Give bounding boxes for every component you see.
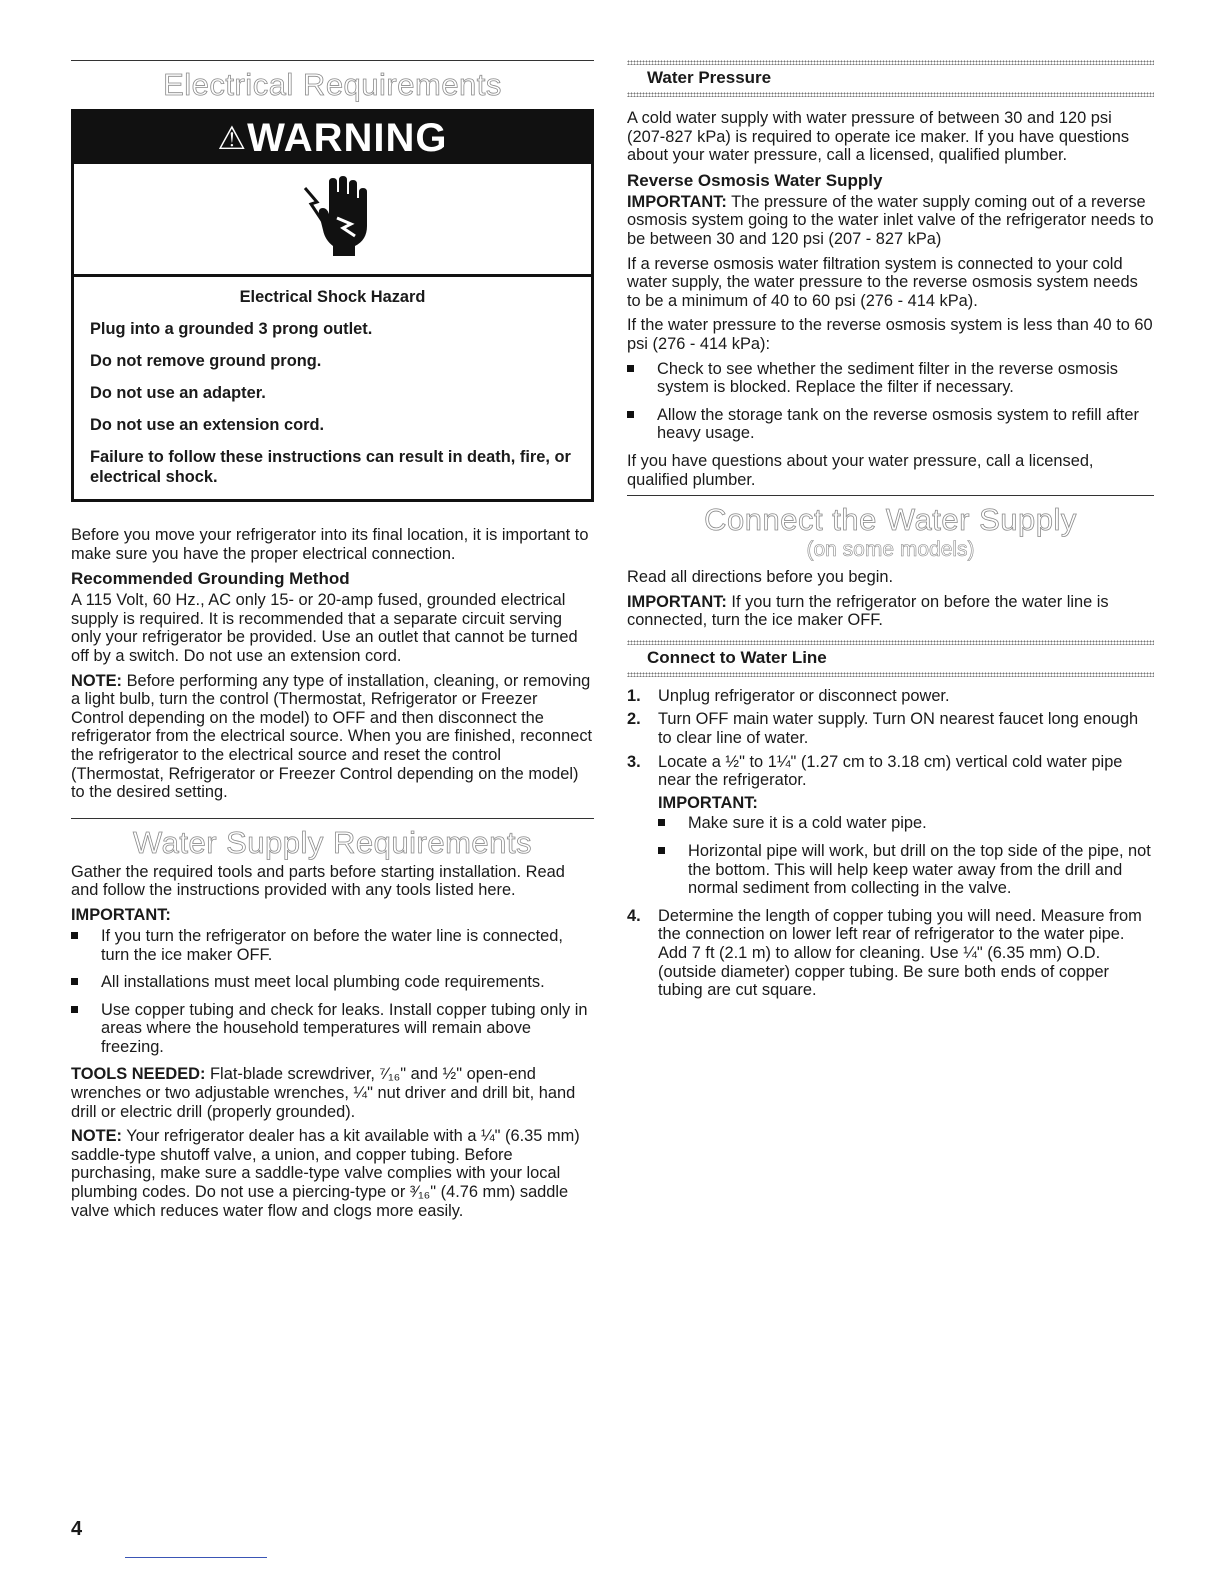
bullet-icon — [71, 1006, 78, 1013]
left-column — [71, 60, 594, 1226]
important-label: IMPORTANT: — [627, 592, 727, 611]
list-item: Make sure it is a cold water pipe. — [658, 814, 1154, 833]
install-steps — [627, 687, 1154, 1000]
reverse-osmosis-closing: If you have questions about your water pressure, call a licensed, qualified plumber. — [627, 451, 1094, 489]
list-item: If you turn the refrigerator on before the water line is connected, turn the ice maker OFF. — [71, 927, 594, 964]
bullet-icon — [627, 365, 634, 372]
electrical-shock-hand-icon — [293, 174, 373, 264]
step-item: 3. Locate a ½" to 1¼" (1.27 cm to 3.18 cm) vertical cold water pipe near the refrigerator. IMPORTANT: Make sure it is a cold water pipe. Horizontal pipe will work, but drill on the top side of the pipe, not the bottom. This will help keep water away from the drill and normal sediment from collecting in the valve. — [627, 753, 1154, 898]
list-item: Horizontal pipe will work, but drill on the top side of the pipe, not the bottom. This will help keep water away from the drill and normal sediment from collecting in the valve. — [658, 842, 1154, 898]
bullet-icon — [658, 847, 665, 854]
connect-important — [627, 593, 1154, 630]
warning-line: Do not use an adapter. — [90, 384, 266, 402]
section-divider — [71, 818, 594, 819]
step-item: 4. Determine the length of copper tubing you will need. Measure from the connection on lower left rear of refrigerator to the water pipe. Add 7 ft (2.1 m) to allow for cleaning. Use ¼" (6.35 mm) O.D. (outside diameter) copper tubing. Be sure both ends of copper tubing are cut square. — [627, 906, 1142, 1000]
warning-header — [74, 112, 591, 164]
step3-bullets — [658, 814, 1154, 897]
warning-box — [71, 109, 594, 502]
list-item: Allow the storage tank on the reverse osmosis system to refill after heavy usage. — [627, 406, 1154, 443]
water-supply-requirements-title: Water Supply Requirements — [132, 824, 533, 860]
warning-line: Do not use an extension cord. — [90, 416, 325, 434]
read-directions: Read all directions before you begin. — [627, 568, 894, 587]
grounding-heading: Recommended Grounding Method — [71, 569, 350, 589]
step-item: 2. Turn OFF main water supply. Turn ON nearest faucet long enough to clear line of water. — [627, 710, 1139, 748]
electrical-note — [71, 672, 594, 802]
reverse-osmosis-bullets — [627, 360, 1154, 443]
list-item: Use copper tubing and check for leaks. Install copper tubing only in areas where the household temperatures will remain above freezing. — [71, 1001, 594, 1057]
reverse-osmosis-para: If a reverse osmosis water filtration system is connected to your cold water supply, the water pressure to the reverse osmosis system needs to be a minimum of 40 to 60 psi (276 - 414 kPa). — [627, 254, 1138, 310]
step3-important-label: IMPORTANT: — [658, 793, 758, 812]
water-supply-bullets — [71, 927, 594, 1057]
electrical-intro: Before you move your refrigerator into its final location, it is important to make sure you have the proper electrical connection. — [71, 526, 589, 563]
important-text: The pressure of the water supply coming out of a reverse osmosis system going to the water inlet valve of the refrigerator needs to be between 30 and 120 psi (207 - 827 kPa) — [627, 192, 1154, 248]
page-number: 4 — [71, 1518, 83, 1540]
list-item: Check to see whether the sediment filter in the reverse osmosis system is blocked. Replace the filter if necessary. — [627, 360, 1154, 397]
water-pressure-heading: Water Pressure — [647, 68, 772, 87]
tools-needed — [71, 1065, 594, 1121]
note-label: NOTE: — [71, 671, 122, 690]
warning-icon-area — [74, 164, 591, 277]
water-supply-note — [71, 1127, 594, 1220]
section-divider — [71, 60, 594, 61]
dotted-rule — [627, 60, 1154, 65]
reverse-osmosis-heading: Reverse Osmosis Water Supply — [627, 170, 883, 190]
bullet-icon — [71, 978, 78, 985]
footer-rule — [125, 1557, 267, 1558]
step-item: 1. Unplug refrigerator or disconnect power. — [627, 686, 950, 705]
dotted-rule — [627, 640, 1154, 645]
bullet-icon — [627, 411, 634, 418]
bullet-icon — [658, 819, 665, 826]
bullet-icon — [71, 932, 78, 939]
connect-water-line-heading: Connect to Water Line — [647, 647, 827, 667]
warning-text — [74, 277, 591, 499]
important-label: IMPORTANT: — [627, 192, 727, 211]
water-pressure-text: A cold water supply with water pressure of between 30 and 120 psi (207-827 kPa) is required to operate ice maker. If you have questions about your water pressure, call a licensed, qualified plumber. — [627, 109, 1130, 165]
connect-water-supply-subtitle: (on some models) — [806, 538, 975, 562]
warning-line: Plug into a grounded 3 prong outlet. — [90, 320, 373, 338]
warning-line: Do not remove ground prong. — [90, 352, 322, 370]
reverse-osmosis-important — [627, 193, 1154, 249]
warning-line: Failure to follow these instructions can result in death, fire, or electrical shock. — [90, 448, 571, 486]
tools-label: TOOLS NEEDED: — [71, 1065, 206, 1084]
note-text: Before performing any type of installation, cleaning, or removing a light bulb, turn the control (Thermostat, Refrigerator or Freezer Control depending on the model) to OFF and then disconnect the refrigerator from the electrical source. When you are finished, reconnect the refrigerator to the electrical source and reset the control (Thermostat, Refrigerator or Freezer Control depending on the model) to the desired setting. — [71, 671, 593, 802]
important-text: If you turn the refrigerator on before the water line is connected, turn the ice maker OFF. — [627, 592, 1109, 630]
dotted-rule — [627, 92, 1154, 97]
note-label: NOTE: — [71, 1127, 122, 1146]
warning-hazard-title: Electrical Shock Hazard — [239, 288, 426, 306]
right-column — [627, 60, 1154, 1005]
warning-triangle-icon: ⚠ — [217, 120, 248, 156]
grounding-text: A 115 Volt, 60 Hz., AC only 15- or 20-amp fused, grounded electrical supply is required. It is recommended that a separate circuit serving only your refrigerator be provided. Use an outlet that cannot be turned off by a switch. Do not use an extension cord. — [71, 591, 578, 665]
water-supply-intro: Gather the required tools and parts before starting installation. Read and follow the instructions provided with any tools listed here. — [71, 862, 565, 900]
tools-text: Flat-blade screwdriver, ⁷⁄₁₆" and ½" open-end wrenches or two adjustable wrenches, ¼" nut driver and drill bit, hand drill or electric drill (properly grounded). — [71, 1065, 576, 1121]
electrical-requirements-title: Electrical Requirements — [163, 67, 502, 102]
reverse-osmosis-para: If the water pressure to the reverse osmosis system is less than 40 to 60 psi (276 - 414 kPa): — [627, 316, 1153, 353]
dotted-rule — [627, 672, 1154, 677]
list-item: All installations must meet local plumbing code requirements. — [71, 973, 594, 992]
important-label: IMPORTANT: — [71, 905, 171, 924]
warning-header-label: WARNING — [247, 116, 448, 160]
connect-water-supply-title: Connect the Water Supply — [704, 502, 1077, 538]
note-text: Your refrigerator dealer has a kit available with a ¼" (6.35 mm) saddle-type shutoff valve, a union, and copper tubing. Before purchasing, make sure a saddle-type valve complies with your local plumbing codes. Do not use a piercing-type or ³⁄₁₆" (4.76 mm) saddle valve which reduces water flow and clogs more easily. — [71, 1127, 580, 1220]
section-divider — [627, 495, 1154, 496]
